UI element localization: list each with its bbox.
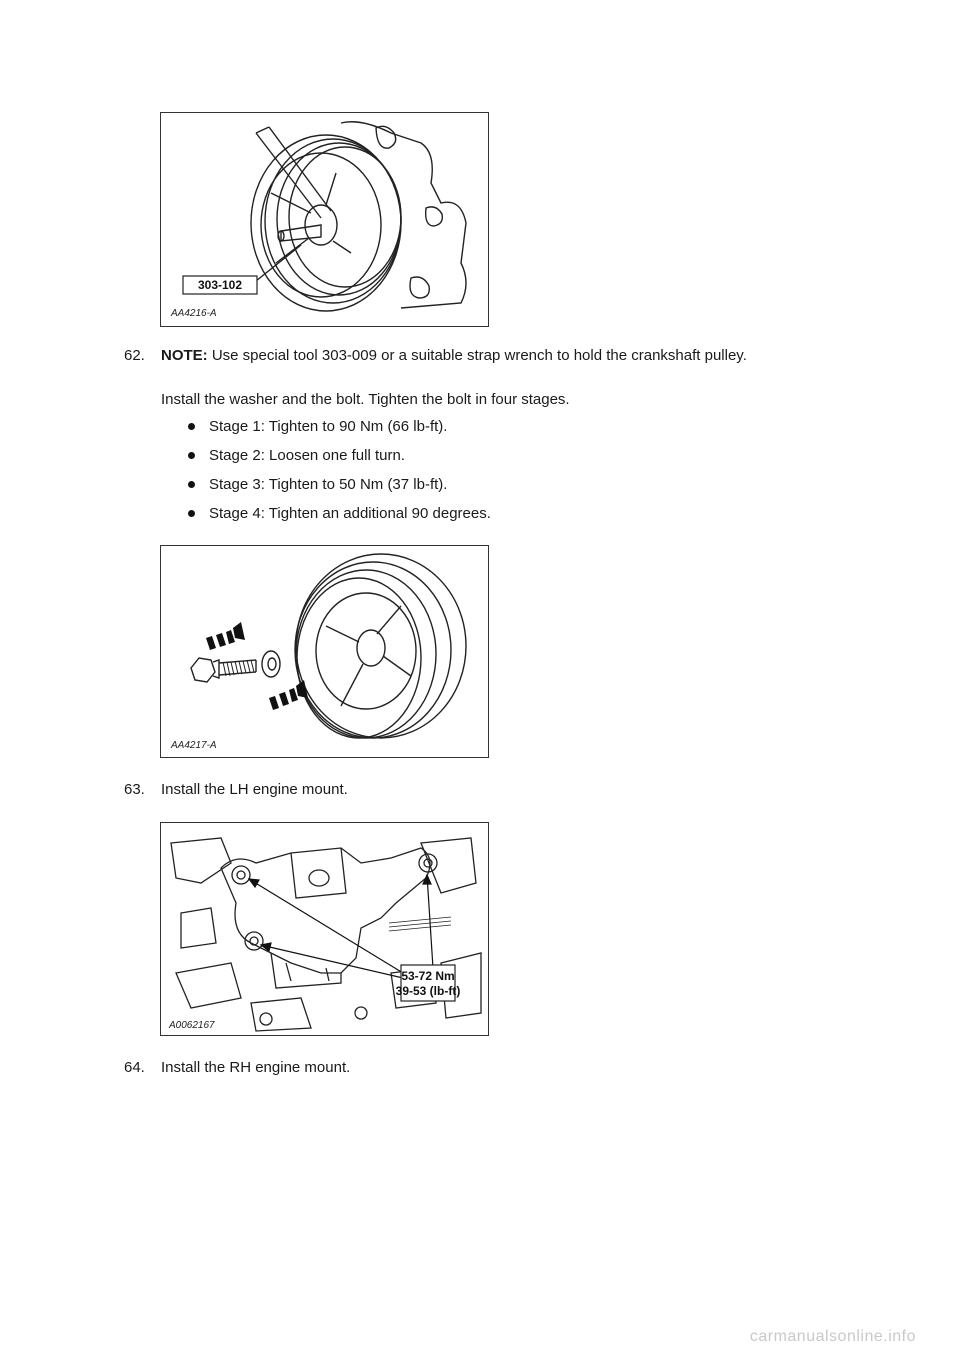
figure1-id: AA4216-A	[171, 308, 217, 319]
bullet-text: Stage 3: Tighten to 50 Nm (37 lb-ft).	[209, 476, 448, 493]
step-note	[161, 347, 747, 364]
bullet-text: Stage 2: Loosen one full turn.	[209, 447, 405, 464]
pulley-tool-illustration	[161, 113, 488, 326]
bullet-dot	[188, 510, 195, 517]
bullet-dot	[188, 481, 195, 488]
torque-callout-nm: 53-72 Nm	[401, 969, 455, 983]
figure2-id: AA4217-A	[171, 740, 217, 751]
engine-mount-illustration	[161, 823, 488, 1035]
figure-washer-bolt	[160, 545, 489, 758]
bullet-text: Stage 1: Tighten to 90 Nm (66 lb-ft).	[209, 418, 448, 435]
step-text: Install the LH engine mount.	[161, 781, 348, 798]
step-number: 64.	[124, 1059, 145, 1076]
bullet-dot	[188, 423, 195, 430]
figure-crankshaft-pulley-tool	[160, 112, 489, 327]
washer-bolt-illustration	[161, 546, 488, 757]
step-number: 62.	[124, 347, 145, 364]
watermark: carmanualsonline.info	[749, 1328, 916, 1345]
step-text: Install the RH engine mount.	[161, 1059, 351, 1076]
note-text: Use special tool 303-009 or a suitable strap wrench to hold the crankshaft pulley.	[207, 347, 747, 364]
note-label: NOTE:	[161, 347, 208, 364]
step-number: 63.	[124, 781, 145, 798]
figure-lh-engine-mount	[160, 822, 489, 1036]
step-text: Install the washer and the bolt. Tighten the bolt in four stages.	[161, 391, 570, 408]
bullet-text: Stage 4: Tighten an additional 90 degrees.	[209, 505, 491, 522]
bullet-dot	[188, 452, 195, 459]
figure1-callout: 303-102	[197, 278, 243, 292]
torque-callout-lbft: 39-53 (lb-ft)	[395, 984, 461, 998]
figure3-id: A0062167	[169, 1020, 215, 1031]
